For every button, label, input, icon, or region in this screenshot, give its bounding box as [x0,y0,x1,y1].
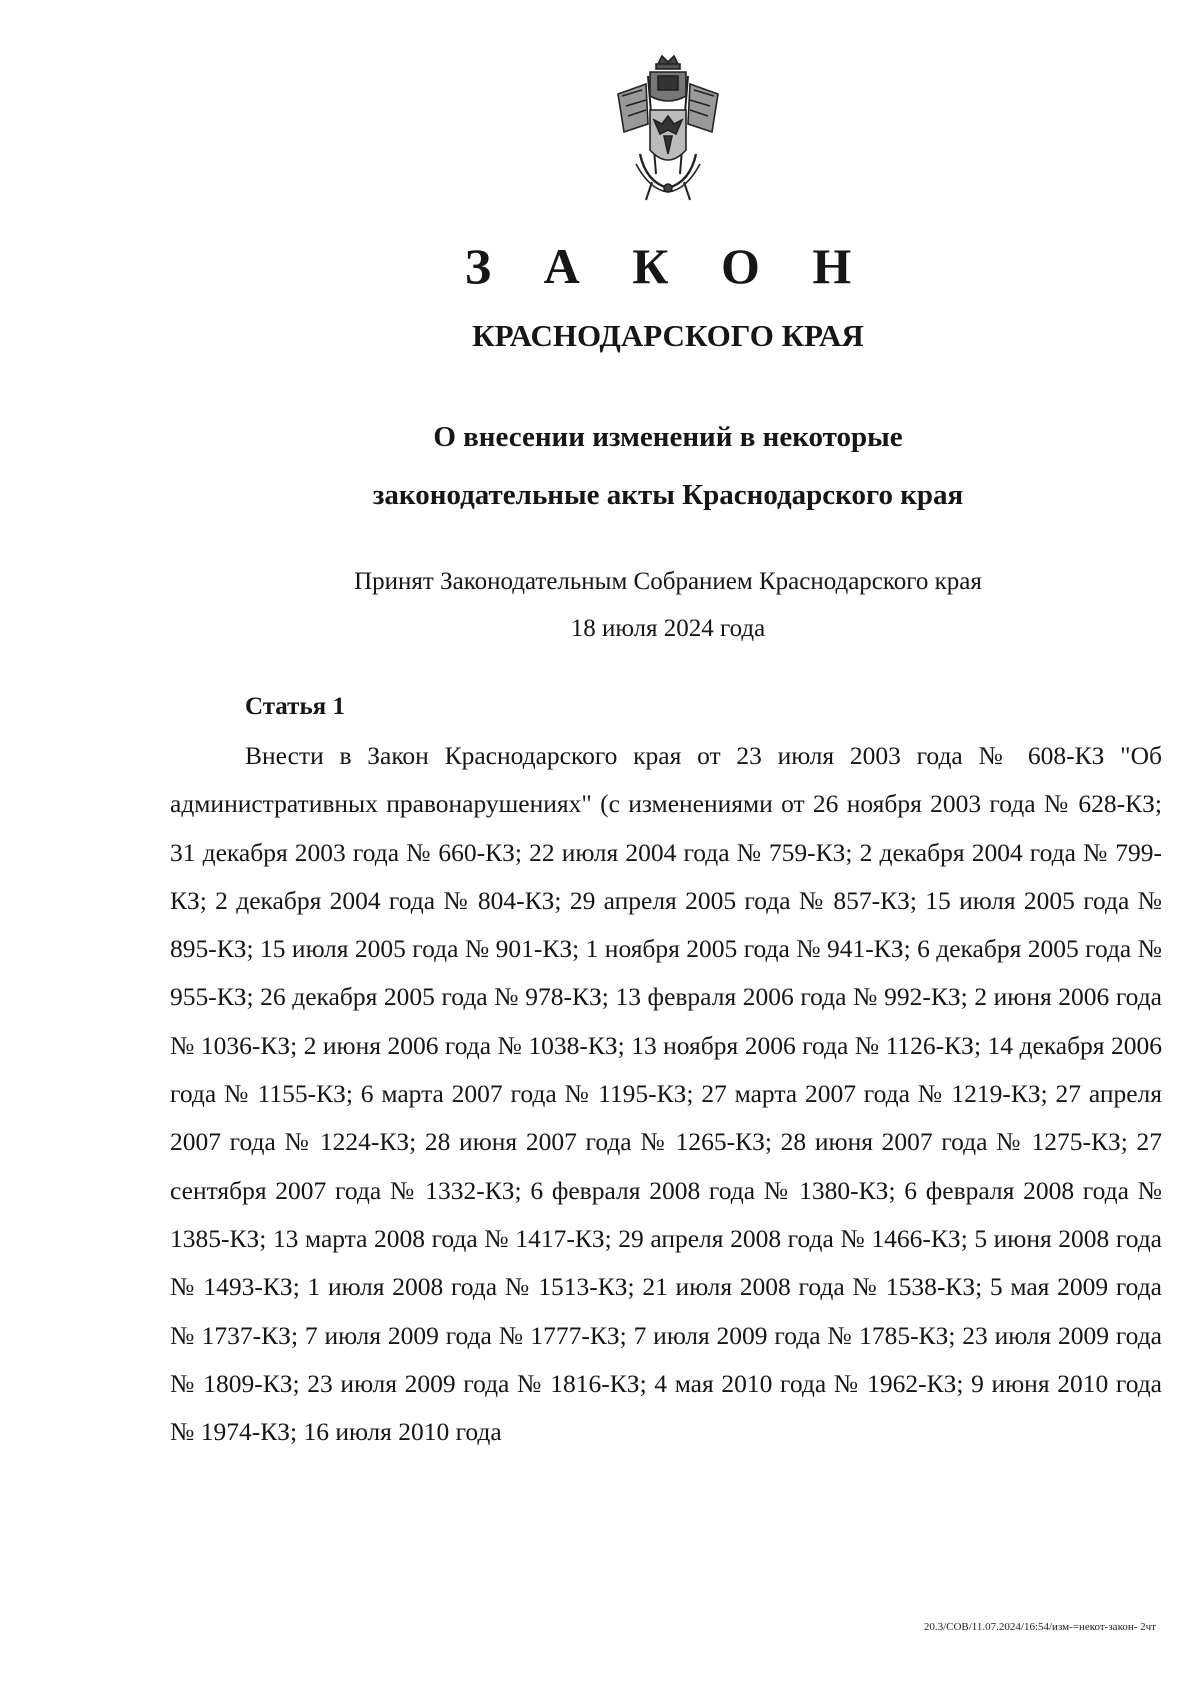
law-subject-line-2: законодательные акты Краснодарского края [372,479,964,511]
krasnodar-coat-of-arms-icon [606,54,730,206]
document-code-footer: 20.3/СОВ/11.07.2024/16:54/изм-=некот-закон- 2чт [923,1621,1156,1633]
law-subject-line-1: О внесении изменений в некоторые [433,421,903,453]
adoption-date: 18 июля 2024 года [570,615,766,642]
region-title: КРАСНОДАРСКОГО КРАЯ [472,318,864,353]
article-heading: Статья 1 [245,693,345,720]
article-body-text: Внести в Закон Краснодарского края от 23 июля 2003 года № 608-КЗ "Об административных правонарушениях" (с изменениями от 26 ноября 2003 года № 628-КЗ; 31 декабря 2003 года № 660-КЗ; 22 июля 2004 года № 759-КЗ; 2 декабря 2004 года № 799-КЗ; 2 декабря 2004 года № 804-КЗ; 29 апреля 2005 года № 857-КЗ; 15 июля 2005 года № 895-КЗ; 15 июля 2005 года № 901-КЗ; 1 ноября 2005 года № 941-КЗ; 6 декабря 2005 года № 955-КЗ; 26 декабря 2005 года № 978-КЗ; 13 февраля 2006 года № 992-КЗ; 2 июня 2006 года № 1036-КЗ; 2 июня 2006 года № 1038-КЗ; 13 ноября 2006 года № 1126-КЗ; 14 декабря 2006 года № 1155-КЗ; 6 марта 2007 года № 1195-КЗ; 27 марта 2007 года № 1219-КЗ; 27 апреля 2007 года № 1224-КЗ; 28 июня 2007 года № 1265-КЗ; 28 июня 2007 года № 1275-КЗ; 27 сентября 2007 года № 1332-КЗ; 6 февраля 2008 года № 1380-КЗ; 6 февраля 2008 года № 1385-КЗ; 13 марта 2008 года № 1417-КЗ; 29 апреля 2008 года № 1466-КЗ; 5 июня 2008 года № 1493-КЗ; 1 июля 2008 года № 1513-КЗ; 21 июля 2008 года № 1538-КЗ; 5 мая 2009 года № 1737-КЗ; 7 июля 2009 года № 1777-КЗ; 7 июля 2009 года № 1785-КЗ; 23 июля 2009 года № 1809-КЗ; 23 июля 2009 года № 1816-КЗ; 4 мая 2010 года № 1962-КЗ; 9 июня 2010 года № 1974-КЗ; 16 июля 2010 года [170,741,1162,1447]
document-type-title: З А К О Н [464,238,872,294]
adoption-statement: Принят Законодательным Собранием Краснодарского края [354,568,982,595]
